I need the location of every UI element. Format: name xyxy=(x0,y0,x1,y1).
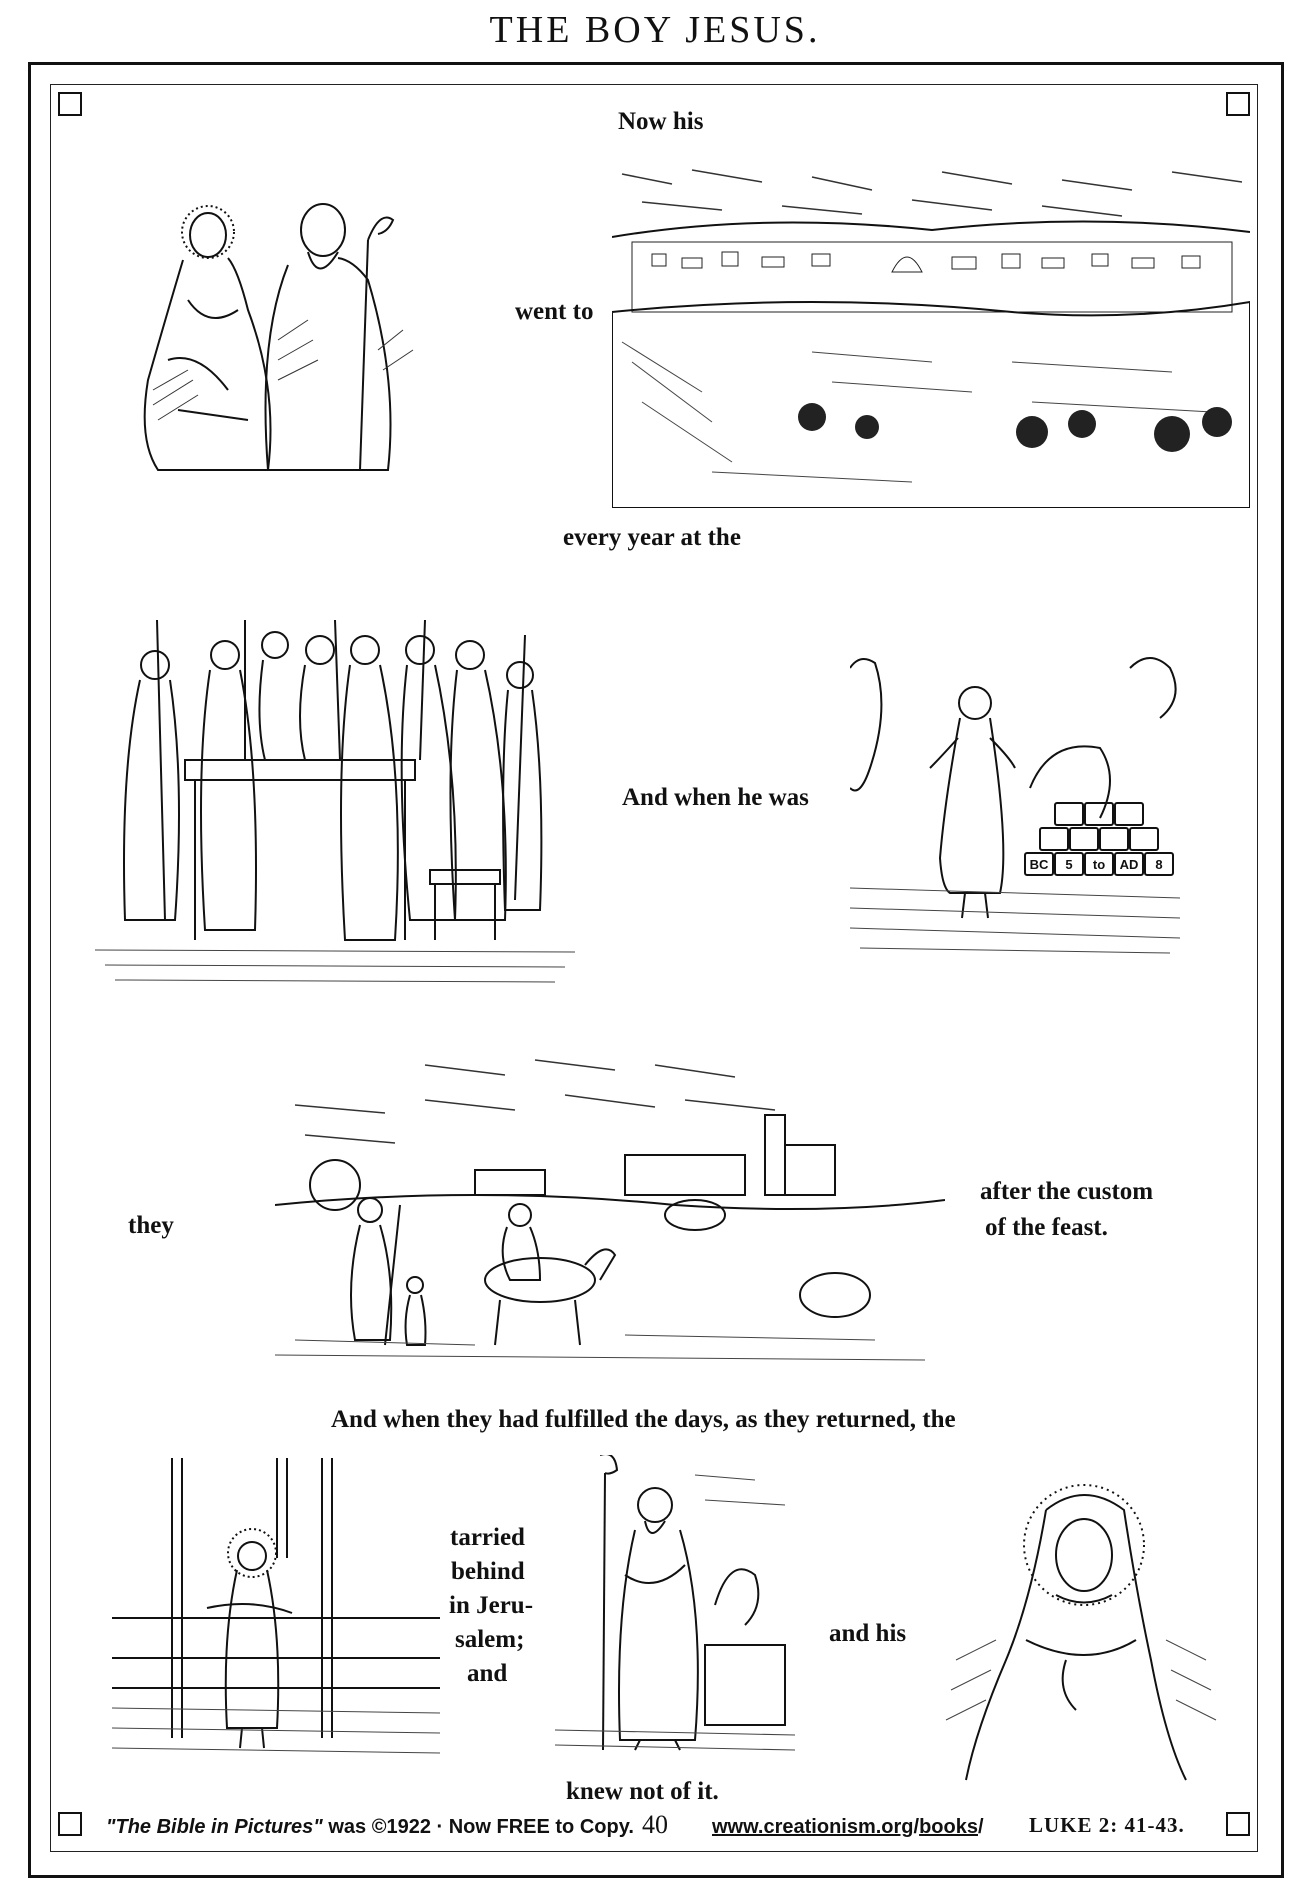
text-behind: behind xyxy=(451,1558,525,1585)
text-and: and xyxy=(467,1660,508,1687)
text-fulfilled-days: And when they had fulfilled the days, as they returned, the xyxy=(331,1406,956,1433)
block-label: 8 xyxy=(1155,857,1163,872)
footer-url-path[interactable]: books xyxy=(919,1816,978,1838)
text-they: they xyxy=(128,1212,174,1239)
text-went-to: went to xyxy=(515,298,594,325)
block-label: AD xyxy=(1119,857,1139,872)
text-knew-not: knew not of it. xyxy=(566,1778,719,1805)
page-number: 40 xyxy=(642,1810,668,1839)
jerusalem-panorama-illustration xyxy=(612,162,1250,508)
passover-feast-illustration xyxy=(95,620,585,990)
corner-ornament-top-left xyxy=(58,92,82,116)
block-label: 5 xyxy=(1065,857,1073,872)
footer-url[interactable] xyxy=(712,1816,984,1839)
text-after-custom-line1: after the custom xyxy=(980,1178,1154,1205)
joseph-illustration xyxy=(555,1455,805,1755)
scripture-reference: LUKE 2: 41-43. xyxy=(1029,1813,1185,1837)
text-and-his: and his xyxy=(829,1620,907,1647)
corner-ornament-top-right xyxy=(1226,92,1250,116)
boy-age-twelve-illustration xyxy=(850,648,1192,958)
corner-ornament-bottom-right xyxy=(1226,1812,1250,1836)
boy-in-temple-illustration xyxy=(112,1458,440,1758)
footer-url-separator: / xyxy=(978,1816,984,1838)
footer-url-host[interactable]: www.creationism.org xyxy=(712,1816,914,1838)
mary-illustration xyxy=(936,1460,1218,1785)
footer-copyright: was ©1922 · Now FREE to Copy. xyxy=(322,1816,634,1838)
text-now-his: Now his xyxy=(618,108,704,135)
mary-joseph-illustration xyxy=(128,190,463,475)
text-in-jeru: in Jeru- xyxy=(449,1592,534,1619)
block-label: to xyxy=(1092,857,1106,872)
corner-ornament-bottom-left xyxy=(58,1812,82,1836)
page-title: THE BOY JESUS. xyxy=(489,9,821,51)
block-label: BC xyxy=(1029,857,1049,872)
text-and-when-he-was: And when he was xyxy=(622,784,809,811)
text-every-year: every year at the xyxy=(563,524,741,551)
text-after-custom-line2: of the feast. xyxy=(985,1214,1108,1241)
text-salem: salem; xyxy=(455,1626,525,1653)
footer-book-title: "The Bible in Pictures" xyxy=(106,1816,323,1838)
footer-url-separator: / xyxy=(913,1816,920,1838)
journey-to-jerusalem-illustration xyxy=(275,1055,945,1365)
text-tarried: tarried xyxy=(450,1524,525,1551)
footer-credit xyxy=(106,1816,634,1839)
